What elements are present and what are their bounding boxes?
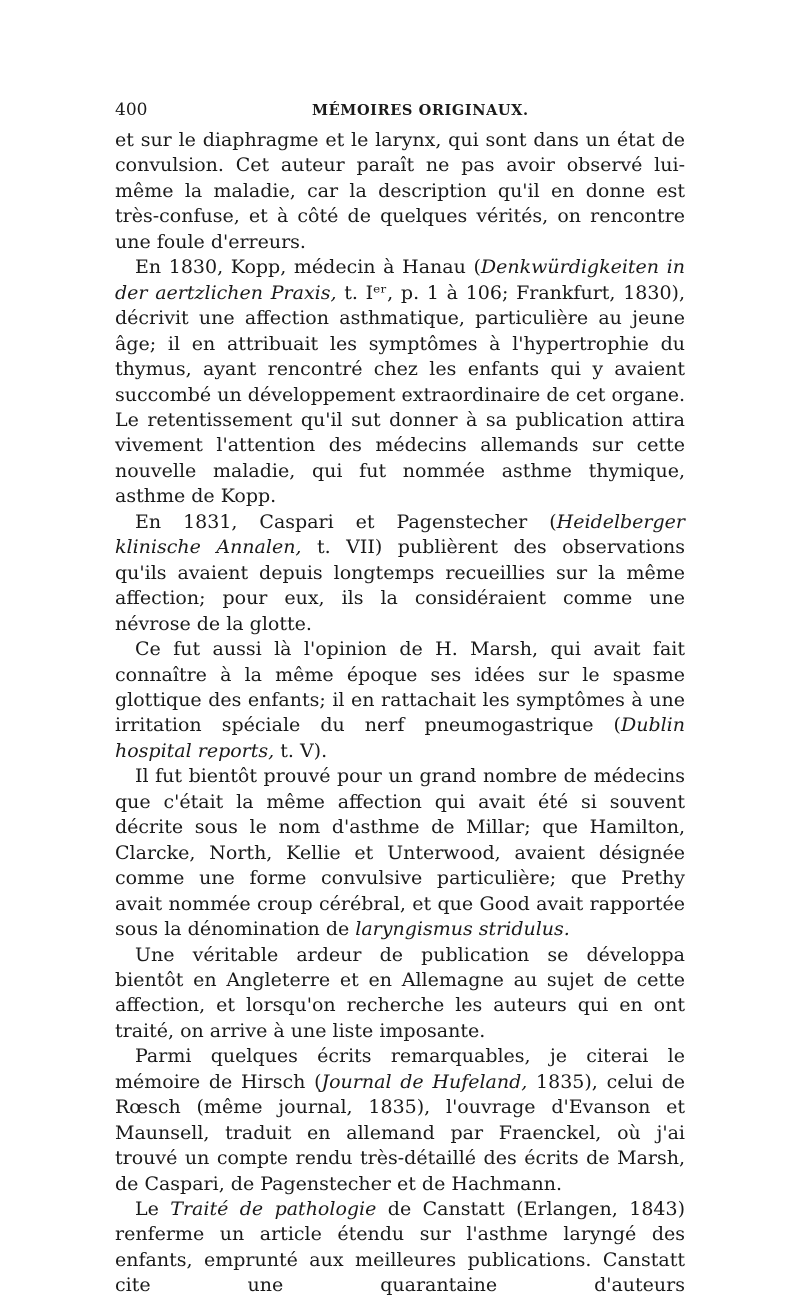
italic-citation: laryngismus stridulus. bbox=[355, 918, 570, 941]
page-header bbox=[115, 100, 695, 124]
text-run: Parmi quelques écrits remarquables, je citerai le mémoire de Hirsch ( bbox=[115, 1045, 685, 1093]
body-text bbox=[115, 128, 685, 1299]
text-run: t. V). bbox=[274, 739, 328, 762]
paragraph bbox=[115, 255, 685, 510]
text-run: En 1830, Kopp, médecin à Hanau ( bbox=[135, 256, 481, 279]
italic-citation: Heidelberger klinische Annalen, bbox=[115, 510, 685, 559]
text-run: Il fut bientôt prouvé pour un grand nombre de médecins que c'était la même affection qui avait été si souvent décrite sous le nom d'asthme de Millar; que Hamilton, Clarcke, North, Kellie et Unterwood, avaient désignée comme une forme convulsive particulière; que Prethy avait nommée croup cérébral, et que Good avait rapportée sous la dénomination de bbox=[115, 765, 685, 941]
italic-citation: Dublin hospital reports, bbox=[115, 714, 685, 762]
text-run: Le bbox=[135, 1198, 171, 1221]
paragraph bbox=[115, 764, 685, 942]
text-run: En 1831, Caspari et Pagenstecher ( bbox=[135, 510, 557, 533]
text-run: t. VII) publièrent des observations qu'ils avaient depuis longtemps recueillies sur la même affection; pour eux, ils la considéraient comme une névrose de la glotte. bbox=[115, 536, 685, 635]
paragraph bbox=[115, 943, 685, 1045]
text-run: et sur le diaphragme et le larynx, qui sont dans un état de convulsion. Cet auteur paraît ne pas avoir observé lui-même la maladie, car la description qu'il en donne est très-confuse, et à côté de quelques vérités, on rencontre une foule d'erreurs. bbox=[115, 129, 685, 253]
italic-citation: Journal de Hufeland, bbox=[321, 1070, 528, 1093]
page-number: 400 bbox=[115, 100, 148, 120]
paragraph bbox=[115, 637, 685, 764]
italic-citation: Traité de pathologie bbox=[170, 1198, 377, 1221]
running-title: MÉMOIRES ORIGINAUX. bbox=[312, 102, 529, 119]
paragraph bbox=[115, 510, 685, 637]
italic-citation: Denkwürdigkeiten in der aertzlichen Praxis, bbox=[115, 256, 685, 304]
text-run: de Canstatt (Erlangen, 1843) renferme un article étendu sur l'asthme laryngé des enfants, emprunté aux meilleures publications. Canstatt cite une quarantaine d'auteurs bbox=[115, 1198, 685, 1297]
paragraph bbox=[115, 1044, 685, 1197]
text-run: 1835), celui de Rœsch (même journal, 1835), l'ouvrage d'Evanson et Maunsell, traduit en allemand par Fraenckel, où j'ai trouvé un compte rendu très-détaillé des écrits de Marsh, de Caspari, de Pagenstecher et de Hachmann. bbox=[115, 1070, 685, 1195]
text-run: t. Iᵉʳ, p. 1 à 106; Frankfurt, 1830), décrivit une affection asthmatique, particulière au jeune âge; il en attribuait les symptômes à l'hypertrophie du thymus, ayant rencontré chez les enfants qui y avaient succombé un développement extraordinaire de cet organe. Le retentissement qu'il sut donner à sa publication attira vivement l'attention des médecins allemands sur cette nouvelle maladie, qui fut nommée asthme thymique, asthme de Kopp. bbox=[115, 281, 685, 508]
text-run: Une véritable ardeur de publication se développa bientôt en Angleterre et en Allemagne au sujet de cette affection, et lorsqu'on recherche les auteurs qui en ont traité, on arrive à une liste imposante. bbox=[115, 943, 685, 1042]
paragraph bbox=[115, 1197, 685, 1299]
paragraph bbox=[115, 128, 685, 255]
text-run: Ce fut aussi là l'opinion de H. Marsh, qui avait fait connaître à la même époque ses idées sur le spasme glottique des enfants; il en rattachait les symptômes à une irritation spéciale du nerf pneumogastrique ( bbox=[115, 638, 685, 737]
